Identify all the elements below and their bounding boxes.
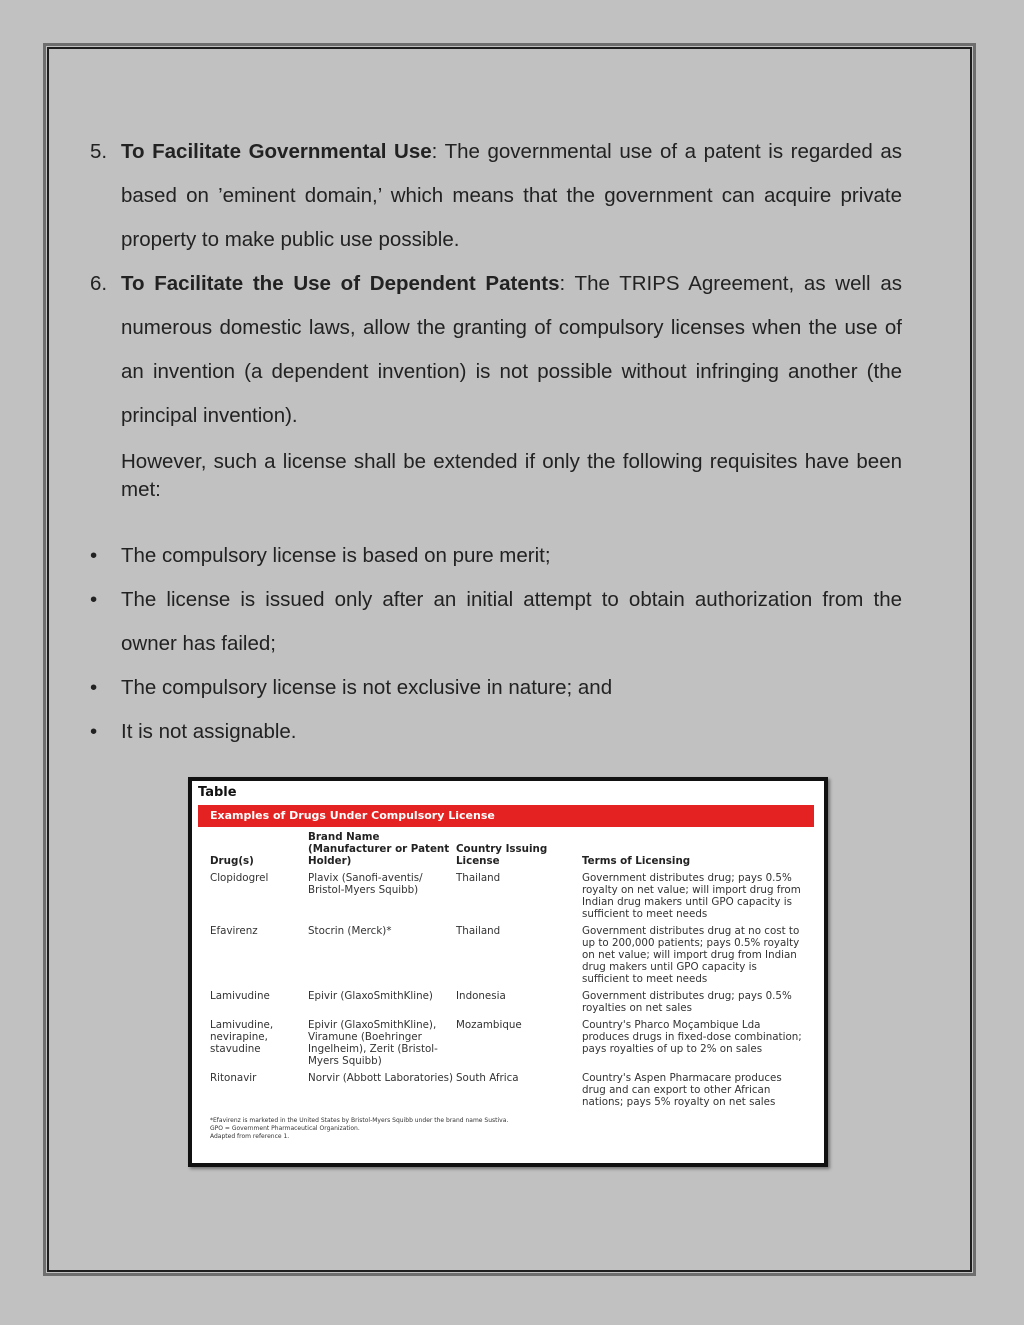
cell-drug: Lamivudine <box>210 990 270 1002</box>
requisites-list <box>90 534 902 754</box>
list-item-text: It is not assignable. <box>121 720 297 743</box>
table-row <box>210 925 806 985</box>
item-number: 5. <box>90 140 108 163</box>
list-item <box>90 666 902 710</box>
header-terms: Terms of Licensing <box>582 855 691 867</box>
item-title: To Facilitate Governmental Use <box>121 140 432 163</box>
cell-brand: Plavix (Sanofi-aventis/ Bristol-Myers Squibb) <box>308 872 423 896</box>
cell-brand: Stocrin (Merck)* <box>308 925 392 937</box>
list-item-text: The compulsory license is not exclusive in nature; and <box>121 676 613 699</box>
bullet-icon: • <box>90 544 98 567</box>
header-brand-name: Brand Name (Manufacturer or Patent Holder) <box>308 831 450 867</box>
list-item-text: The license is issued only after an initial attempt to obtain authorization from the owner has failed; <box>121 588 902 655</box>
item-title: To Facilitate the Use of Dependent Patents <box>121 272 560 295</box>
cell-country: Thailand <box>456 872 501 884</box>
drugs-table-figure <box>188 777 828 1167</box>
footnote: GPO = Government Pharmaceutical Organization. <box>210 1125 360 1132</box>
cell-drug: Lamivudine, nevirapine, stavudine <box>210 1019 274 1055</box>
cell-terms: Government distributes drug; pays 0.5% royalty on net value; will import drug from Indian drug makers until GPO capacity is sufficient to meet needs <box>582 872 801 920</box>
document-body <box>90 130 902 754</box>
item-text: : The governmental use of a patent is regarded as based on ’eminent domain,’ which means that the government can acquire private property to make public use possible. <box>121 140 902 251</box>
table-row <box>210 1019 806 1067</box>
cell-terms: Country's Aspen Pharmacare produces drug and can export to other African nations; pays 5% royalty on net sales <box>582 1072 782 1108</box>
cell-drug: Efavirenz <box>210 925 258 937</box>
cell-brand: Epivir (GlaxoSmithKline), Viramune (Boehringer Ingelheim), Zerit (Bristol-Myers Squibb) <box>308 1019 438 1067</box>
table-header-row <box>210 831 806 867</box>
bullet-icon: • <box>90 676 98 699</box>
list-item <box>90 578 902 666</box>
table-row <box>210 1072 806 1108</box>
item-text: : The TRIPS Agreement, as well as numerous domestic laws, allow the granting of compulsory licenses when the use of an invention (a dependent invention) is not possible without infringing another (the principal invention). <box>121 272 902 427</box>
cell-terms: Government distributes drug at no cost to up to 200,000 patients; pays 0.5% royalty on net value; will import drug from Indian drug makers until GPO capacity is sufficient to meet needs <box>582 925 800 985</box>
table-row <box>210 990 806 1014</box>
header-country: Country Issuing License <box>456 843 548 867</box>
bullet-icon: • <box>90 720 98 743</box>
cell-brand: Norvir (Abbott Laboratories) <box>308 1072 454 1084</box>
cell-country: Thailand <box>456 925 501 937</box>
header-drugs: Drug(s) <box>210 855 254 867</box>
requisites-paragraph: However, such a license shall be extended if only the following requisites have been met: <box>121 450 902 501</box>
item-number: 6. <box>90 272 108 295</box>
list-item <box>90 710 902 754</box>
cell-country: Mozambique <box>456 1019 522 1031</box>
cell-drug: Ritonavir <box>210 1072 257 1084</box>
table-row <box>210 872 806 920</box>
cell-drug: Clopidogrel <box>210 872 269 884</box>
cell-terms: Country's Pharco Moçambique Lda produces drugs in fixed-dose combination; pays royalties of up to 2% on sales <box>582 1019 802 1055</box>
list-item-text: The compulsory license is based on pure merit; <box>121 544 551 567</box>
list-item <box>90 534 902 578</box>
cell-brand: Epivir (GlaxoSmithKline) <box>308 990 433 1002</box>
numbered-item-5 <box>90 130 902 262</box>
table-title-bar: Examples of Drugs Under Compulsory License <box>198 805 814 827</box>
table-footnotes <box>210 1117 508 1141</box>
cell-country: South Africa <box>456 1072 519 1084</box>
footnote: *Efavirenz is marketed in the United States by Bristol-Myers Squibb under the brand name Sustiva. <box>210 1117 509 1124</box>
table-label: Table <box>198 785 237 800</box>
cell-country: Indonesia <box>456 990 506 1002</box>
bullet-icon: • <box>90 588 98 611</box>
drugs-table <box>210 831 806 1108</box>
numbered-item-6 <box>90 262 902 438</box>
footnote: Adapted from reference 1. <box>210 1133 290 1140</box>
cell-terms: Government distributes drug; pays 0.5% royalties on net sales <box>582 990 792 1014</box>
